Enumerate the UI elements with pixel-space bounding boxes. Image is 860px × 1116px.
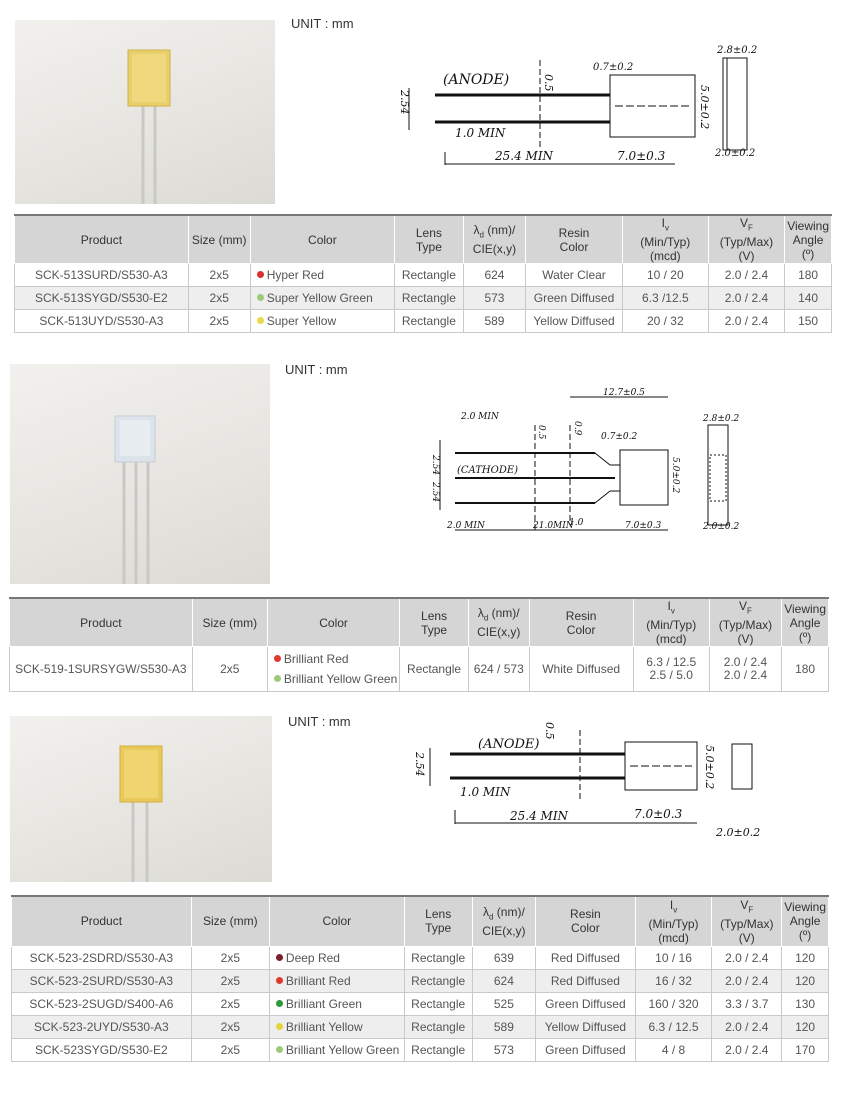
cell-lambda: 573 — [463, 287, 526, 310]
cell-view: 180 — [782, 647, 829, 692]
cell-resin: Yellow Diffused — [526, 310, 623, 333]
col-resin: Resin Color — [526, 215, 623, 264]
cell-resin: Red Diffused — [536, 969, 636, 992]
led-519-image — [10, 364, 270, 584]
color-name: Deep Red — [285, 950, 340, 965]
col-iv: $I_v$ (Min/Typ) (mcd) — [622, 215, 708, 264]
cell-view: 120 — [782, 1015, 829, 1038]
cell-color — [269, 1038, 404, 1061]
color-name: Super Yellow Green — [266, 291, 373, 306]
col-vf: $V_F$ (Typ/Max) (V) — [712, 896, 782, 946]
color-dot-icon — [274, 655, 281, 662]
cell-lens: Rectangle — [395, 310, 464, 333]
cell-vf: 2.0 / 2.4 — [712, 969, 782, 992]
cell-iv-line: 6.3 / 12.5 — [646, 655, 697, 670]
cell-lens: Rectangle — [404, 1015, 472, 1038]
col-iv: $I_v$ (Min/Typ) (mcd) — [633, 598, 709, 647]
color-entry — [274, 649, 397, 669]
table-row — [12, 1038, 829, 1061]
cell-color — [250, 287, 394, 310]
color-name: Brilliant Yellow Green — [283, 672, 398, 687]
cell-resin: Water Clear — [526, 264, 623, 287]
color-dot-icon — [257, 271, 264, 278]
dim-1-0: 1.0 — [569, 518, 584, 528]
dim-12-7: 12.7±0.5 — [603, 388, 645, 398]
cell-color — [250, 264, 394, 287]
color-dot-icon — [257, 317, 264, 324]
cell-lambda: 624 — [463, 264, 526, 287]
cell-resin: Green Diffused — [526, 287, 623, 310]
cell-vf: 2.0 / 2.4 — [708, 310, 784, 333]
product-photo-513 — [15, 20, 275, 204]
col-vf: $V_F$ (Typ/Max) (V) — [708, 215, 784, 264]
col-size: Size (mm) — [192, 598, 267, 647]
dim-0-7: 0.7±0.2 — [593, 62, 634, 73]
col-resin: Resin Color — [529, 598, 633, 647]
cell-vf: 3.3 / 3.7 — [712, 992, 782, 1015]
color-name: Brilliant Yellow — [285, 1019, 363, 1034]
cell-vf-line: 2.0 / 2.4 — [723, 668, 768, 683]
cell-size: 2x5 — [191, 1038, 269, 1061]
dim-2-0: 2.0±0.2 — [715, 148, 756, 159]
cell-lens: Rectangle — [404, 1038, 472, 1061]
table-row — [10, 647, 829, 692]
col-vf: $V_F$ (Typ/Max) (V) — [709, 598, 781, 647]
cell-lens: Rectangle — [404, 969, 472, 992]
dim-5-0: 5.0±0.2 — [703, 745, 716, 790]
color-name: Brilliant Red — [285, 973, 351, 988]
table-row — [12, 992, 829, 1015]
col-lens: Lens Type — [400, 598, 469, 647]
cell-lens: Rectangle — [400, 647, 469, 692]
cell-color — [269, 969, 404, 992]
cell-view: 180 — [785, 264, 832, 287]
cell-iv: 10 / 16 — [635, 946, 712, 969]
table-row — [12, 1015, 829, 1038]
color-dot-icon — [257, 294, 264, 301]
cell-product: SCK-523-2UYD/S530-A3 — [12, 1015, 192, 1038]
col-view: Viewing Angle (º) — [782, 896, 829, 946]
col-product: Product — [12, 896, 192, 946]
color-entry — [276, 951, 340, 965]
cell-size: 2x5 — [191, 992, 269, 1015]
col-size: Size (mm) — [191, 896, 269, 946]
col-color: Color — [269, 896, 404, 946]
dim-2-0: 2.0±0.2 — [716, 826, 761, 839]
col-color: Color — [250, 215, 394, 264]
cell-size: 2x5 — [191, 946, 269, 969]
led-523-image — [10, 716, 272, 882]
cell-lambda: 624 — [472, 969, 535, 992]
cell-vf-line: 2.0 / 2.4 — [723, 655, 768, 670]
cell-size: 2x5 — [191, 969, 269, 992]
color-dot-icon — [274, 675, 281, 682]
cell-iv: 160 / 320 — [635, 992, 712, 1015]
color-name: Hyper Red — [266, 268, 325, 283]
dim-2-0-min: 2.0 MIN — [461, 412, 499, 422]
cell-lambda: 589 — [463, 310, 526, 333]
anode-label: (ANODE) — [478, 737, 540, 752]
col-lens: Lens Type — [404, 896, 472, 946]
cell-product: SCK-519-1SURSYGW/S530-A3 — [10, 647, 193, 692]
cell-lens: Rectangle — [404, 992, 472, 1015]
cell-lens: Rectangle — [395, 264, 464, 287]
dim-1-0: 1.0 MIN — [455, 126, 506, 140]
cell-resin: Green Diffused — [536, 992, 636, 1015]
cell-view: 120 — [782, 969, 829, 992]
col-product: Product — [15, 215, 189, 264]
col-color: Color — [267, 598, 399, 647]
col-lambda: $\lambda_d$ (nm)/ CIE(x,y) — [463, 215, 526, 264]
color-dot-icon — [276, 954, 283, 961]
dim-2-54-b: 2.54 — [430, 482, 440, 503]
cell-product: SCK-523-2SDRD/S530-A3 — [12, 946, 192, 969]
dimension-drawing-519 — [425, 385, 755, 545]
table-row — [15, 264, 832, 287]
cell-resin: Green Diffused — [536, 1038, 636, 1061]
color-name: Super Yellow — [266, 314, 337, 329]
cell-vf: 2.0 / 2.4 — [712, 946, 782, 969]
cell-color — [250, 310, 394, 333]
led-513-image — [15, 20, 275, 204]
dim-2-8: 2.8±0.2 — [717, 45, 758, 56]
col-resin: Resin Color — [536, 896, 636, 946]
table-row — [12, 969, 829, 992]
cell-view: 140 — [785, 287, 832, 310]
unit-label: UNIT : mm — [285, 362, 348, 377]
col-view: Viewing Angle (º) — [785, 215, 832, 264]
cell-color — [267, 647, 399, 692]
cell-lens: Rectangle — [395, 287, 464, 310]
col-lens: Lens Type — [395, 215, 464, 264]
dimension-drawing-513 — [385, 40, 785, 180]
cell-view: 150 — [785, 310, 832, 333]
cell-iv: 10 / 20 — [622, 264, 708, 287]
cell-resin: Red Diffused — [536, 946, 636, 969]
color-dot-icon — [276, 1023, 283, 1030]
cell-iv-line: 2.5 / 5.0 — [649, 668, 693, 683]
product-photo-523 — [10, 716, 272, 882]
dim-25-4: 25.4 MIN — [510, 809, 569, 823]
color-entry — [276, 1043, 399, 1057]
col-view: Viewing Angle (º) — [782, 598, 829, 647]
cell-iv: 20 / 32 — [622, 310, 708, 333]
col-lambda: $\lambda_d$ (nm)/ CIE(x,y) — [472, 896, 535, 946]
unit-label: UNIT : mm — [291, 16, 354, 31]
cell-lambda: 573 — [472, 1038, 535, 1061]
cell-vf: 2.0 / 2.4 — [708, 287, 784, 310]
cell-product: SCK-523-2SURD/S530-A3 — [12, 969, 192, 992]
color-entry — [276, 1020, 363, 1034]
cell-vf: 2.0 / 2.4 — [712, 1015, 782, 1038]
cell-size: 2x5 — [188, 264, 250, 287]
cell-size: 2x5 — [192, 647, 267, 692]
cell-vf: 2.0 / 2.4 — [708, 264, 784, 287]
cell-size: 2x5 — [191, 1015, 269, 1038]
color-entry — [257, 268, 324, 282]
color-dot-icon — [276, 977, 283, 984]
dim-0-5: 0.5 — [542, 74, 555, 92]
dim-25-4: 25.4 MIN — [495, 149, 554, 163]
dim-2-8: 2.8±0.2 — [703, 414, 740, 424]
cell-iv: 6.3 /12.5 — [622, 287, 708, 310]
cell-lambda: 589 — [472, 1015, 535, 1038]
dim-0-5: 0.5 — [536, 425, 546, 440]
color-entry — [276, 997, 362, 1011]
cell-product: SCK-523SYGD/S530-E2 — [12, 1038, 192, 1061]
cell-lens: Rectangle — [404, 946, 472, 969]
cell-iv: 16 / 32 — [635, 969, 712, 992]
color-dot-icon — [276, 1000, 283, 1007]
unit-label: UNIT : mm — [288, 714, 351, 729]
spec-table-519 — [9, 597, 829, 692]
cell-size: 2x5 — [188, 310, 250, 333]
dim-2-54-a: 2.54 — [430, 455, 440, 476]
spec-table-523 — [11, 895, 829, 1062]
cell-lambda: 525 — [472, 992, 535, 1015]
table-row — [12, 946, 829, 969]
dim-0-9: 0.9 — [572, 421, 582, 436]
dim-2-0: 2.0±0.2 — [703, 522, 740, 532]
cell-vf — [709, 647, 781, 692]
cell-product: SCK-513SYGD/S530-E2 — [15, 287, 189, 310]
cell-color — [269, 946, 404, 969]
cell-view: 130 — [782, 992, 829, 1015]
dim-7-0: 7.0±0.3 — [625, 521, 662, 531]
dimension-drawing-523 — [400, 720, 800, 840]
table-row — [15, 310, 832, 333]
dim-5-0: 5.0±0.2 — [698, 85, 711, 130]
color-name: Brilliant Yellow Green — [285, 1042, 400, 1057]
color-entry — [274, 669, 397, 689]
cell-iv: 4 / 8 — [635, 1038, 712, 1061]
dim-1-0: 1.0 MIN — [460, 785, 511, 799]
col-product: Product — [10, 598, 193, 647]
cell-iv: 6.3 / 12.5 — [635, 1015, 712, 1038]
color-dot-icon — [276, 1046, 283, 1053]
cell-view: 120 — [782, 946, 829, 969]
cell-resin: Yellow Diffused — [536, 1015, 636, 1038]
table-row — [15, 287, 832, 310]
cell-color — [269, 992, 404, 1015]
spec-table-513 — [14, 214, 832, 333]
col-size: Size (mm) — [188, 215, 250, 264]
color-entry — [257, 314, 336, 328]
col-lambda: $\lambda_d$ (nm)/ CIE(x,y) — [468, 598, 529, 647]
dim-0-5: 0.5 — [543, 722, 556, 740]
color-name: Brilliant Red — [283, 652, 349, 667]
cell-product: SCK-523-2SUGD/S400-A6 — [12, 992, 192, 1015]
dim-21-0: 21.0MIN — [533, 521, 574, 531]
cell-lambda: 639 — [472, 946, 535, 969]
cell-iv — [633, 647, 709, 692]
dim-2-54: 2.54 — [413, 752, 426, 777]
cell-resin: White Diffused — [529, 647, 633, 692]
color-entry — [276, 974, 351, 988]
dim-7-0: 7.0±0.3 — [634, 807, 683, 821]
dim-0-7: 0.7±0.2 — [601, 432, 638, 442]
color-entry — [257, 291, 373, 305]
cell-view: 170 — [782, 1038, 829, 1061]
cell-vf: 2.0 / 2.4 — [712, 1038, 782, 1061]
dim-2-54: 2.54 — [398, 90, 411, 115]
color-name: Brilliant Green — [285, 996, 362, 1011]
cell-product: SCK-513SURD/S530-A3 — [15, 264, 189, 287]
product-photo-519 — [10, 364, 270, 584]
cathode-label: (CATHODE) — [457, 465, 519, 476]
dim-5-0: 5.0±0.2 — [670, 457, 680, 494]
dim-2-0-min-b: 2.0 MIN — [447, 521, 485, 531]
dim-7-0: 7.0±0.3 — [617, 149, 666, 163]
cell-color — [269, 1015, 404, 1038]
cell-size: 2x5 — [188, 287, 250, 310]
col-iv: $I_v$ (Min/Typ) (mcd) — [635, 896, 712, 946]
cell-lambda: 624 / 573 — [468, 647, 529, 692]
cell-product: SCK-513UYD/S530-A3 — [15, 310, 189, 333]
anode-label: (ANODE) — [443, 72, 510, 88]
